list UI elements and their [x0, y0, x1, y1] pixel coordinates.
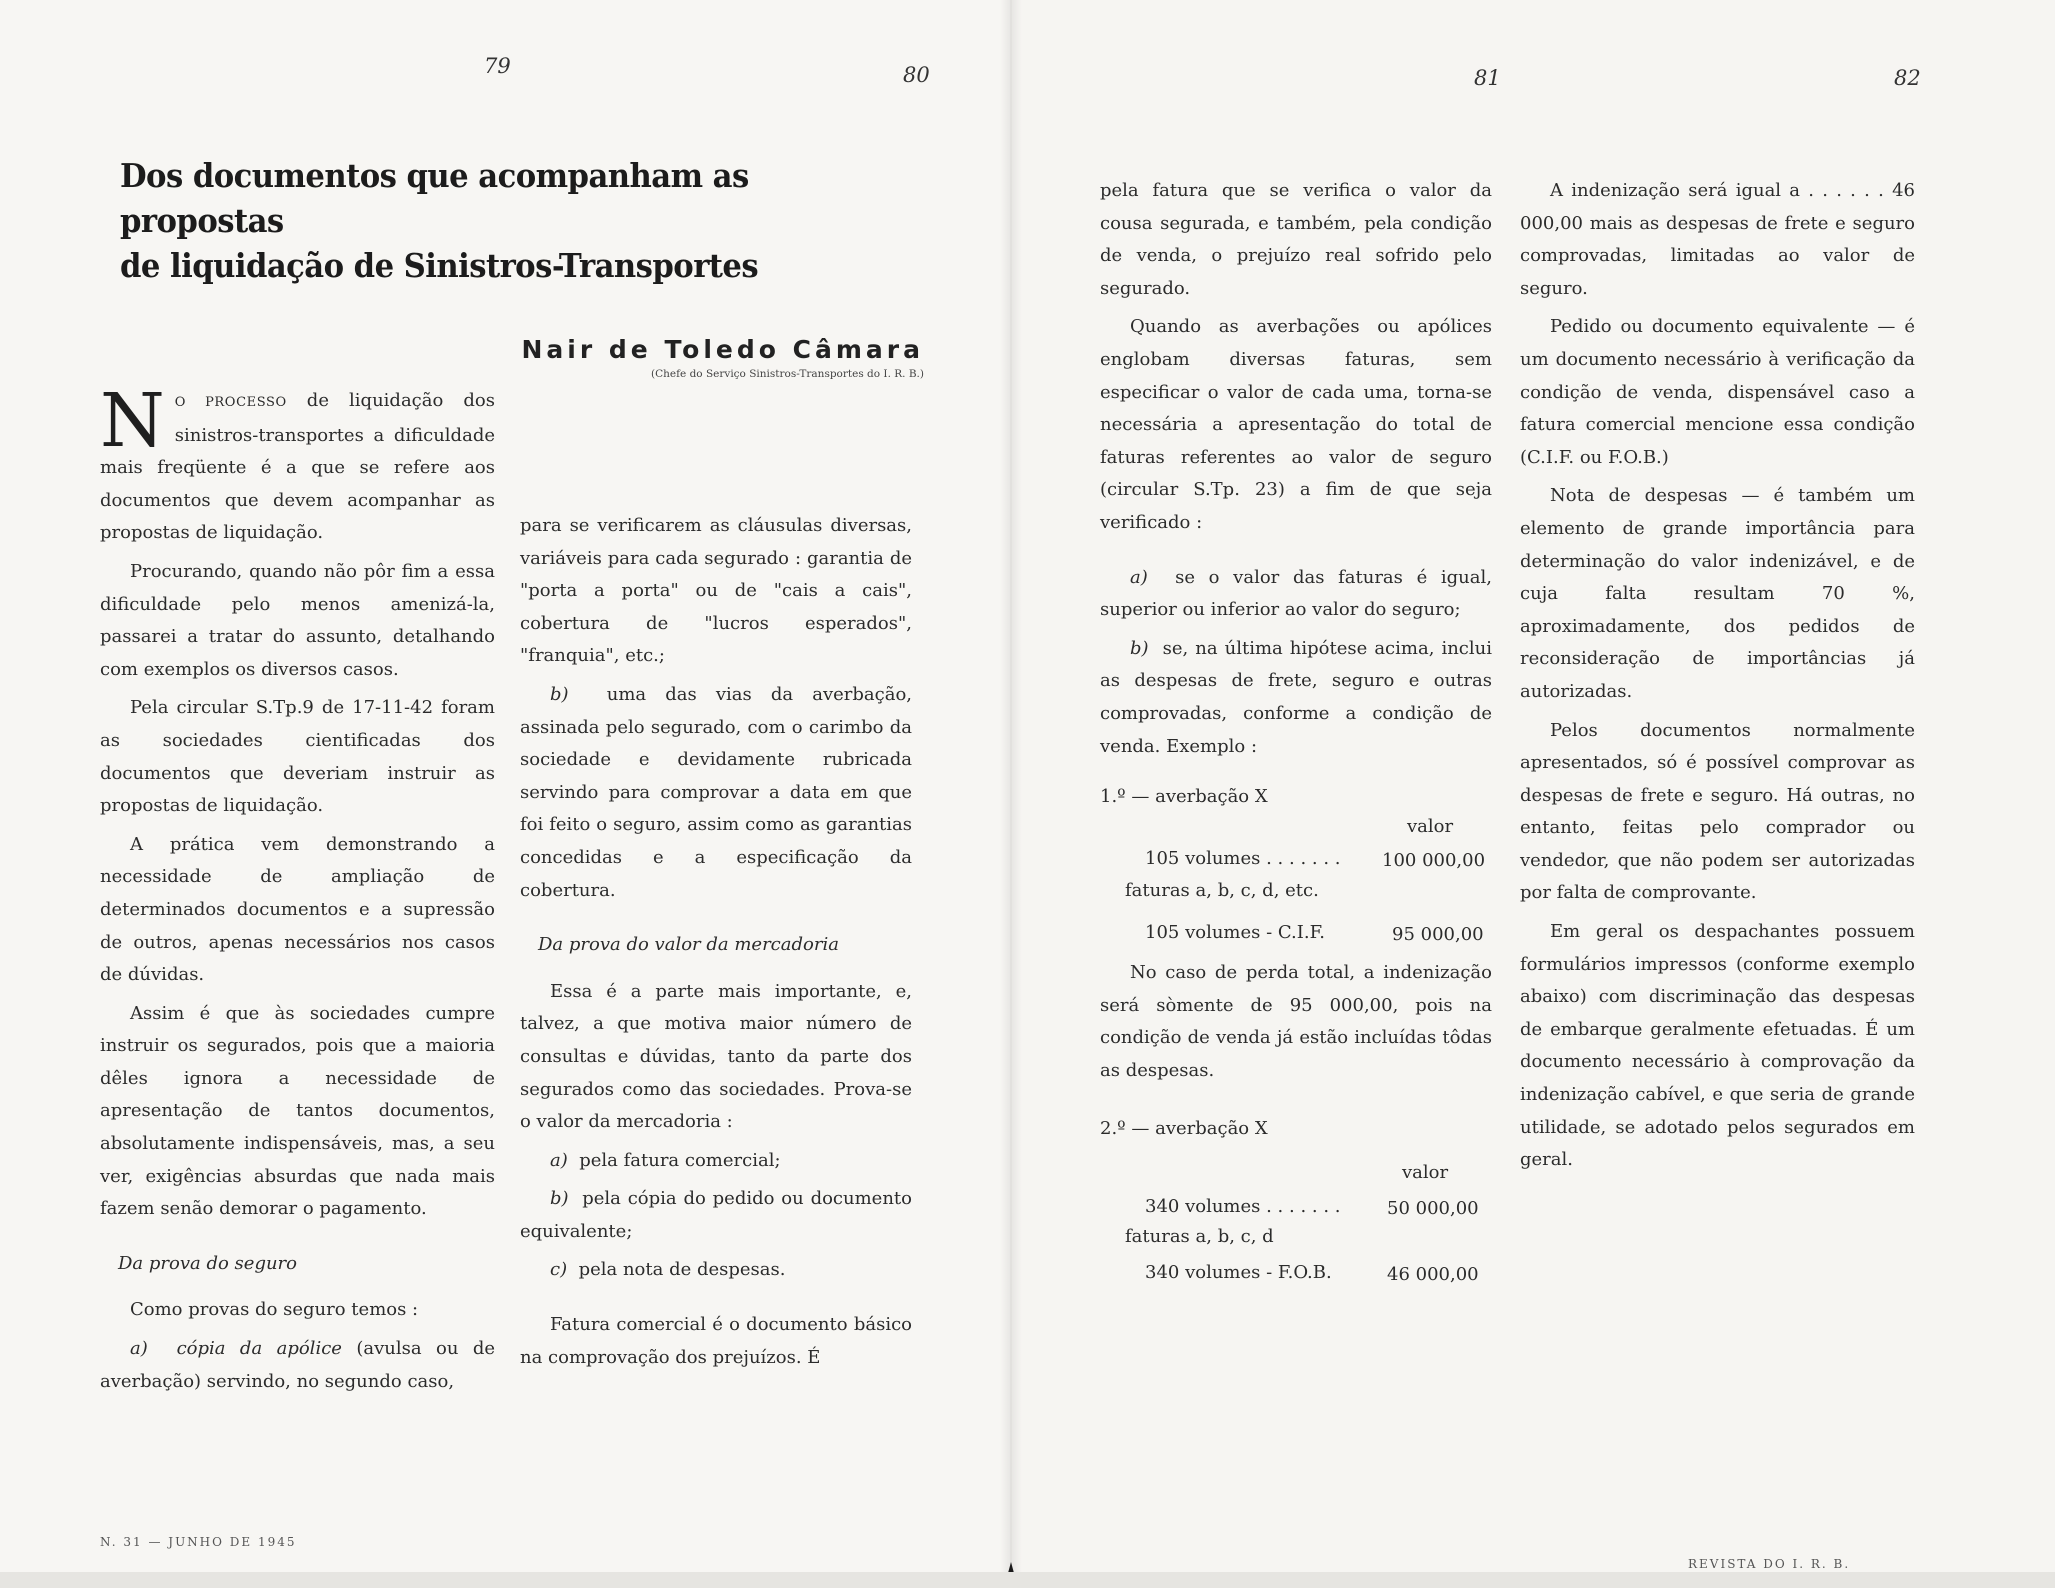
paragraph: Pedido ou documento equivalente — é um documento necessário à verificação da condição de venda, dispensável caso a fatura comercial mencione essa condição (C.I.F. ou F.O.B.)	[1520, 316, 1915, 468]
item-text: uma das vias da averbação, assinada pelo segurado, com o carimbo da sociedade e devidamente rubricada servindo para comprovar a data em que foi feito o seguro, assim como as garantias concedidas e a especificação da cobertura.	[520, 683, 912, 901]
example-heading: 1.º — averbação X	[1100, 786, 1268, 808]
item-text: pela nota de despesas.	[578, 1259, 786, 1281]
page-number-79: 79	[484, 54, 511, 78]
article-title	[120, 153, 827, 288]
list-item	[520, 1145, 912, 1178]
section-heading: Da prova do seguro	[118, 1252, 297, 1274]
item-text: se o valor das faturas é igual, superior ou inferior ao valor do seguro;	[1100, 566, 1492, 621]
paragraph: No caso de perda total, a indenização será sòmente de 95 000,00, pois na condição de venda já estão incluídas tôdas as despesas.	[1100, 962, 1492, 1081]
footer-issue: N. 31 — JUNHO DE 1945	[100, 1535, 297, 1549]
intro-smallcaps: O PROCESSO	[174, 395, 287, 410]
example-1	[1100, 781, 1492, 957]
section-heading: Da prova do valor da mercadoria	[538, 934, 839, 956]
page-gutter	[1000, 0, 1022, 1588]
drop-cap: N	[100, 378, 165, 464]
item-label: b)	[550, 683, 569, 705]
example-line: 105 volumes - C.I.F.	[1145, 922, 1326, 944]
list-item	[1100, 562, 1492, 627]
list-item	[1100, 633, 1492, 763]
item-label: b)	[550, 1188, 569, 1210]
paragraph: Pelos documentos normalmente apresentados, só é possível comprovar as despesas de frete e seguro. Há outras, no entanto, feitas pelo comprador ou vendedor, que não podem ser autorizadas por falta de comprovante.	[1520, 719, 1915, 904]
item-text: pela fatura comercial;	[579, 1149, 781, 1171]
paragraph: Fatura comercial é o documento básico na comprovação dos prejuízos. É	[520, 1314, 912, 1368]
list-item	[520, 1183, 912, 1248]
column-2	[520, 510, 912, 1380]
paragraph: para se verificarem as cláusulas diversas, variáveis para cada segurado : garantia de "porta a porta" ou de "cais a cais", cobertura de "lucros esperados", "franquia", etc.;	[520, 515, 912, 667]
list-item	[100, 1333, 495, 1398]
item-label: b)	[1130, 637, 1149, 659]
paragraph: Pela circular S.Tp.9 de 17-11-42 foram as sociedades cientificadas dos documentos que deveriam instruir as propostas de liquidação.	[100, 697, 495, 817]
list-item	[520, 679, 912, 907]
paragraph: Em geral os despachantes possuem formulários impressos (conforme exemplo abaixo) com discriminação das despesas de embarque geralmente efetuadas. É um documento necessário à comprovação da indenização cabível, e que seria de grande utilidade, se adotado pelos segurados em geral.	[1520, 921, 1915, 1171]
item-italic-text: cópia da apólice	[176, 1338, 342, 1360]
author-name: Nair de Toledo Câmara	[521, 335, 924, 364]
page-number-81: 81	[1474, 66, 1501, 90]
bottom-edge	[0, 1572, 2055, 1588]
example-value: 95 000,00	[1392, 924, 1484, 946]
example-line: 340 volumes . . . . . . .	[1145, 1196, 1341, 1218]
author-role: (Chefe do Serviço Sinistros-Transportes do I. R. B.)	[651, 368, 924, 380]
valor-label: valor	[1402, 1162, 1449, 1184]
page-number-82: 82	[1894, 66, 1921, 90]
item-label: a)	[1130, 566, 1148, 588]
page-number-80: 80	[903, 63, 930, 87]
paragraph: Assim é que às sociedades cumpre instruir os segurados, pois que a maioria dêles ignora a necessidade de apresentação de tantos documentos, absolutamente indispensáveis, mas, a seu ver, exigências absurdas que nada mais fazem senão demorar o pagamento.	[100, 1002, 495, 1220]
example-line: 105 volumes . . . . . . .	[1145, 848, 1341, 870]
paragraph: Nota de despesas — é também um elemento de grande importância para determinação do valor indenizável, e de cuja falta resultam 70 %, aproximadamente, dos pedidos de reconsideração de importâncias já autorizadas.	[1520, 485, 1915, 702]
paragraph: Essa é a parte mais importante, e, talvez, a que motiva maior número de consultas e dúvidas, tanto da parte dos segurados como das sociedades. Prova-se o valor da mercadoria :	[520, 980, 912, 1133]
column-1	[100, 378, 496, 1404]
item-label: c)	[550, 1259, 568, 1281]
item-text: (avulsa ou de averbação) servindo, no segundo caso,	[100, 1338, 496, 1392]
example-value: 50 000,00	[1387, 1198, 1479, 1220]
intro-text: de liquidação dos sinistros-transportes a dificuldade mais freqüente é a que se refere aos documentos que devem acompanhar as propostas de liquidação.	[100, 390, 495, 544]
item-label: a)	[550, 1149, 568, 1171]
title-line-1: Dos documentos que acompanham as propostas	[120, 156, 749, 240]
column-3	[1100, 175, 1492, 1293]
example-2	[1100, 1113, 1492, 1293]
paragraph: Como provas do seguro temos :	[130, 1299, 419, 1321]
paragraph: pela fatura que se verifica o valor da cousa segurada, e também, pela condição de venda, o prejuízo real sofrido pelo segurado.	[1100, 180, 1492, 299]
example-value: 100 000,00	[1382, 850, 1486, 872]
example-heading: 2.º — averbação X	[1100, 1118, 1268, 1140]
valor-label: valor	[1407, 816, 1454, 838]
paragraph: Quando as averbações ou apólices englobam diversas faturas, sem especificar o valor de cada uma, torna-se necessária a apresentação do total de faturas referentes ao valor de seguro (circular S.Tp. 23) a fim de que seja verificado :	[1100, 316, 1492, 533]
example-line: 340 volumes - F.O.B.	[1145, 1262, 1332, 1284]
list-item	[520, 1254, 912, 1287]
example-value: 46 000,00	[1387, 1264, 1479, 1286]
paragraph: A indenização será igual a . . . . . . 46 000,00 mais as despesas de frete e seguro comprovadas, limitadas ao valor de seguro.	[1520, 180, 1915, 299]
item-label: a)	[130, 1338, 148, 1360]
item-text: pela cópia do pedido ou documento equivalente;	[520, 1188, 912, 1242]
example-line: faturas a, b, c, d	[1125, 1226, 1274, 1248]
paragraph: Procurando, quando não pôr fim a essa dificuldade pelo menos amenizá-la, passarei a tratar do assunto, detalhando com exemplos os diversos casos.	[100, 560, 495, 680]
example-line: faturas a, b, c, d, etc.	[1125, 880, 1319, 902]
title-line-2: de liquidação de Sinistros-Transportes	[120, 246, 759, 285]
column-4	[1520, 175, 1915, 1183]
item-text: se, na última hipótese acima, inclui as despesas de frete, seguro e outras comprovadas, conforme a condição de venda. Exemplo :	[1100, 637, 1492, 757]
footer-journal: REVISTA DO I. R. B.	[1688, 1557, 1851, 1571]
paragraph: A prática vem demonstrando a necessidade de ampliação de determinados documentos e a supressão de outros, apenas necessários nos casos de dúvidas.	[100, 833, 495, 986]
intro-paragraph	[100, 378, 495, 550]
